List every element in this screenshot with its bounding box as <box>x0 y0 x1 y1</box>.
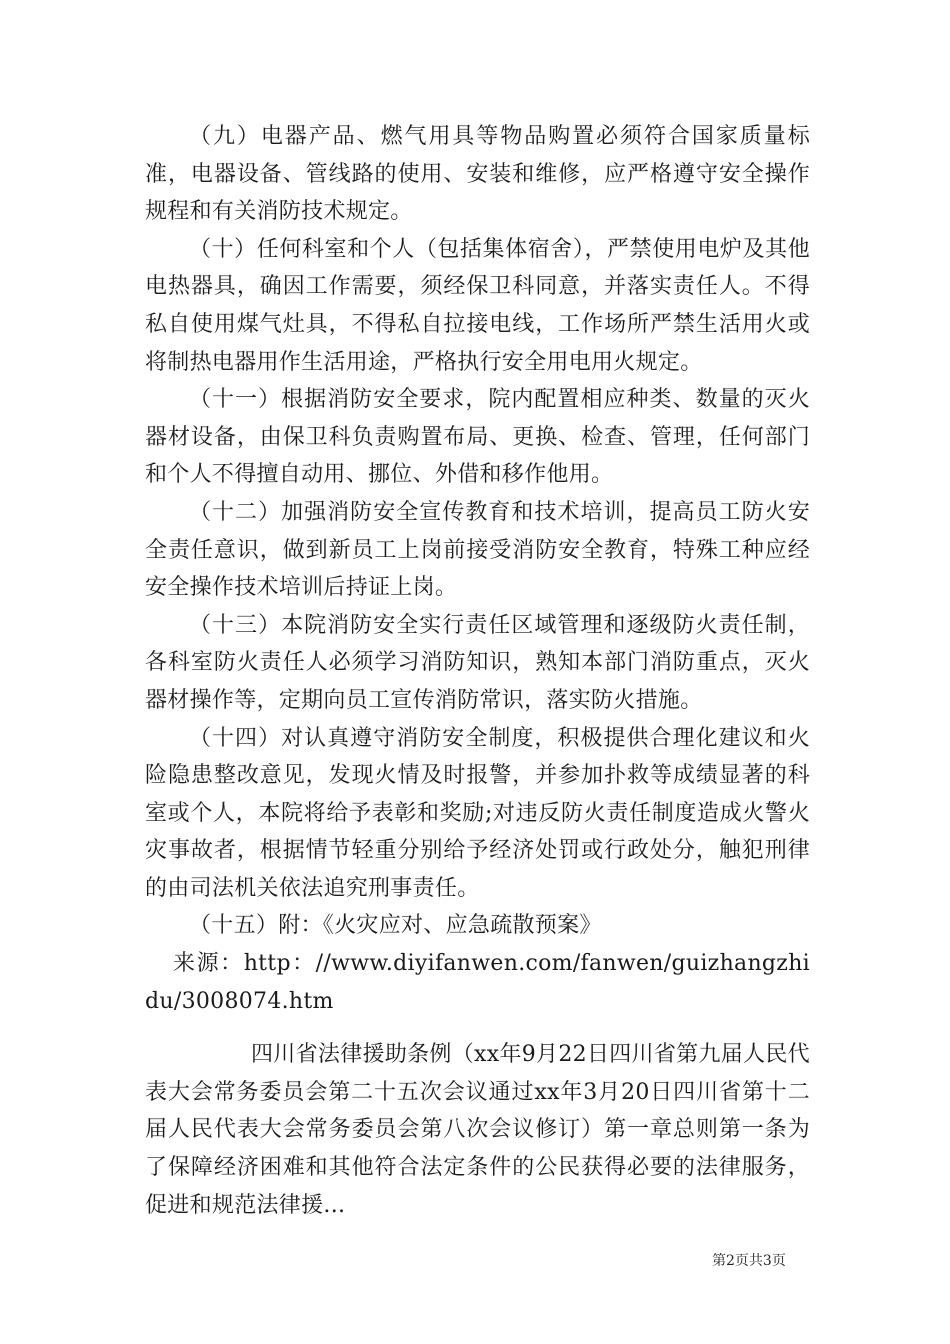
paragraph-item-12: （十二）加强消防安全宣传教育和技术培训，提高员工防火安全责任意识，做到新员工上岗前接受消防安全教育，特殊工种应经安全操作技术培训后持证上岗。 <box>145 499 810 601</box>
paragraph-item-10: （十）任何科室和个人（包括集体宿舍），严禁使用电炉及其他电热器具，确因工作需要，须经保卫科同意，并落实责任人。不得私自使用煤气灶具，不得私自拉接电线，工作场所严禁生活用火或将制热电器用作生活用途，严格执行安全用电用火规定。 <box>145 236 810 375</box>
paragraph-item-15: （十五）附：《火灾应对、应急疏散预案》 <box>189 913 602 939</box>
excerpt-paragraph: 四川省法律援助条例（xx年9月22日四川省第九届人民代表大会常务委员会第二十五次会议通过xx年3月20日四川省第十二届人民代表大会常务委员会第八次会议修订）第一章总则第一条为了保障经济困难和其他符合法定条件的公民获得必要的法律服务，促进和规范法律援... <box>145 1042 810 1218</box>
document-body <box>145 118 810 1224</box>
paragraph-item-11: （十一）根据消防安全要求，院内配置相应种类、数量的灭火器材设备，由保卫科负责购置布局、更换、检查、管理，任何部门和个人不得擅自动用、挪位、外借和移作他用。 <box>145 387 810 488</box>
page-indicator: 第2页共3页 <box>712 1253 786 1269</box>
paragraph-item-9: （九）电器产品、燃气用具等物品购置必须符合国家质量标准，电器设备、管线路的使用、安装和维修，应严格遵守安全操作规程和有关消防技术规定。 <box>145 124 810 225</box>
source-line: 来源：http：//www.diyifanwen.com/fanwen/guizhangzhidu/3008074.htm <box>145 951 810 1014</box>
paragraph-item-13: （十三）本院消防安全实行责任区域管理和逐级防火责任制，各科室防火责任人必须学习消防知识，熟知本部门消防重点，灭火器材操作等，定期向员工宣传消防常识，落实防火措施。 <box>145 612 810 713</box>
paragraph-item-14: （十四）对认真遵守消防安全制度，积极提供合理化建议和火险隐患整改意见，发现火情及时报警，并参加扑救等成绩显著的科室或个人，本院将给予表彰和奖励;对违反防火责任制度造成火警火灾事故者，根据情节轻重分别给予经济处罚或行政处分，触犯刑律的由司法机关依法追究刑事责任。 <box>145 725 810 901</box>
